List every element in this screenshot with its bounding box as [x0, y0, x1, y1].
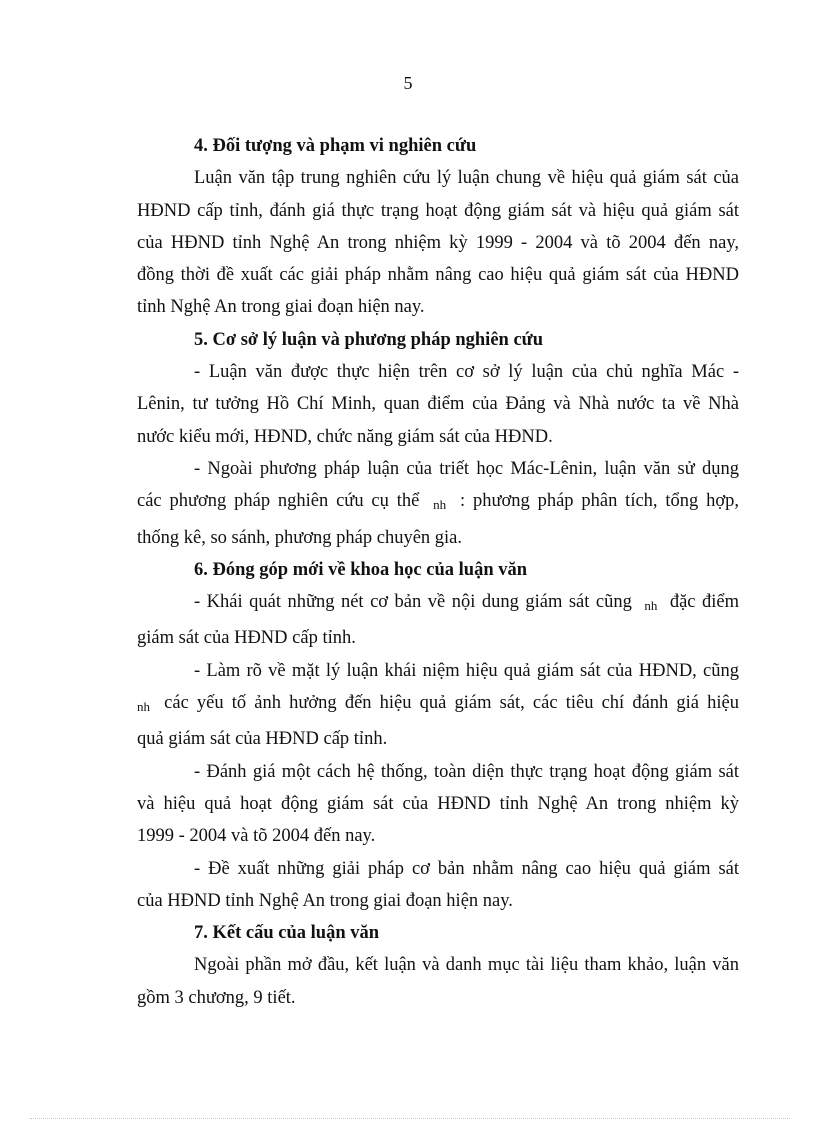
section-heading-7: 7. Kết cấu của luận văn [194, 923, 380, 944]
paragraph-line: thống kê, so sánh, phương pháp chuyên gia. [137, 527, 463, 548]
paragraph-line: đồng thời đề xuất các giải pháp nhằm nâng cao hiệu quả giám sát của HĐND [137, 265, 739, 286]
paragraph-line [137, 687, 739, 723]
paragraph-line: - Đánh giá một cách hệ thống, toàn diện thực trạng hoạt động giám sát [194, 761, 739, 782]
paragraph-line: - Ngoài phương pháp luận của triết học Mác-Lênin, luận văn sử dụng [194, 458, 739, 479]
text-segment: các yếu tố ảnh hưởng đến hiệu quả giám sát, các tiêu chí đánh giá hiệu [164, 693, 739, 714]
text-segment: đặc điểm [669, 592, 740, 613]
paragraph-line: - Đề xuất những giải pháp cơ bản nhằm nâng cao hiệu quả giám sát [194, 858, 739, 879]
page-bottom-divider [30, 1118, 790, 1119]
paragraph-line: 1999 - 2004 và tõ 2004 đến nay. [137, 826, 376, 847]
section-heading-5: 5. Cơ sở lý luận và phương pháp nghiên cứu [194, 329, 544, 350]
text-segment: các phương pháp nghiên cứu cụ thể [137, 491, 420, 512]
text-segment: - Khái quát những nét cơ bản về nội dung giám sát cũng [194, 592, 632, 613]
paragraph-line: HĐND cấp tỉnh, đánh giá thực trạng hoạt động giám sát và hiệu quả giám sát [137, 200, 739, 221]
nh-fragment: nh [644, 598, 658, 614]
paragraph-line [137, 586, 739, 622]
text-segment: : phương pháp phân tích, tổng hợp, [459, 491, 740, 512]
document-body [137, 130, 739, 1014]
paragraph-line: và hiệu quả hoạt động giám sát của HĐND tỉnh Nghệ An trong nhiệm kỳ [137, 793, 739, 814]
paragraph-line: - Luận văn được thực hiện trên cơ sở lý luận của chủ nghĩa Mác - [194, 362, 739, 383]
paragraph-line: của HĐND tỉnh Nghệ An trong giai đoạn hiện nay. [137, 890, 513, 911]
section-heading-6: 6. Đóng góp mới về khoa học của luận văn [194, 559, 528, 580]
section-heading-4: 4. Đối tượng và phạm vi nghiên cứu [194, 136, 477, 156]
paragraph-line: nước kiểu mới, HĐND, chức năng giám sát của HĐND. [137, 426, 553, 447]
paragraph-line: tỉnh Nghệ An trong giai đoạn hiện nay. [137, 297, 425, 318]
nh-fragment: nh [433, 497, 447, 513]
paragraph-line: Ngoài phần mở đầu, kết luận và danh mục tài liệu tham khảo, luận văn [194, 955, 739, 976]
paragraph-line: Luận văn tập trung nghiên cứu lý luận chung về hiệu quả giám sát của [194, 168, 739, 189]
paragraph-line: quả giám sát của HĐND cấp tỉnh. [137, 729, 388, 750]
nh-fragment: nh [137, 699, 150, 715]
page-number: 5 [403, 73, 413, 93]
paragraph-line: Lênin, tư tưởng Hồ Chí Minh, quan điểm của Đảng và Nhà nước ta về Nhà [137, 394, 739, 415]
paragraph-line: giám sát của HĐND cấp tỉnh. [137, 628, 356, 649]
paragraph-line [137, 485, 739, 521]
paragraph-line: - Làm rõ về mặt lý luận khái niệm hiệu quả giám sát của HĐND, cũng [194, 660, 739, 681]
paragraph-line: gồm 3 chương, 9 tiết. [137, 987, 296, 1008]
paragraph-line: của HĐND tỉnh Nghệ An trong nhiệm kỳ 1999 - 2004 và tõ 2004 đến nay, [137, 232, 739, 253]
